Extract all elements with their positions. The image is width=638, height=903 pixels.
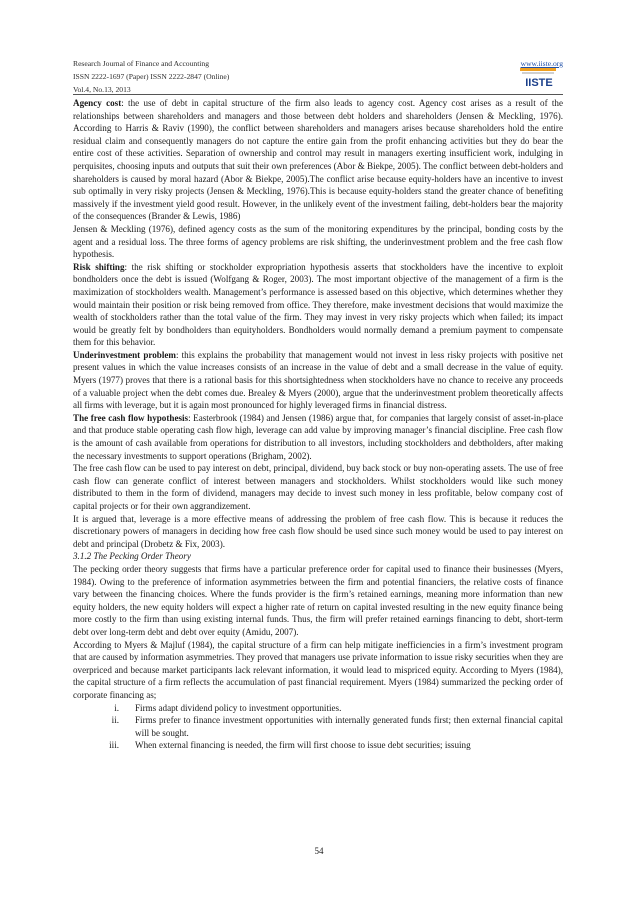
paragraph-agency-cost: [73, 97, 563, 223]
header-rule: [73, 94, 563, 95]
list-item-number: i.: [114, 702, 119, 713]
text-risk-shifting: : the risk shifting or stockholder expropriation hypothesis asserts that stockholders have the incentive to exploit bondholders once the debt is issued (Wolfgang & Roger, 2003). The most important objective of the management of a firm is the maximization of stockholders wealth. Management’s performance is assessed based on this objective, which determines whether they would maintain their position or risk being removed from office. They therefore, make investment decisions that would maximize the wealth of stockholders rather than the total value of the firm. They may invest in very risky projects which when failed; its impact would be greatly felt by bondholders than equityholders. Bondholders would normally demand a premium payment to compensate them for this behavior.: [73, 261, 564, 348]
list-item-text: When external financing is needed, the firm will first choose to issue debt securities; issuing: [135, 740, 471, 751]
paragraph-free-cash-flow-2: The free cash flow can be used to pay interest on debt, principal, dividend, buy back stock or buy non-operating assets. The use of free cash flow can generate conflict of interest between managers and stockholders. Whilst stockholders would like such money distributed to them in the form of dividend, managers may decide to invest such money in less profitable, below company cost of capital projects or for their own aggrandizement.: [73, 463, 563, 511]
page-number: 54: [314, 846, 324, 856]
paragraph-underinvestment: [73, 349, 563, 412]
list-item: [73, 702, 563, 715]
heading-underinvestment: Underinvestment problem: [73, 349, 176, 360]
journal-title: Research Journal of Finance and Accounting: [73, 59, 210, 68]
list-item: [73, 714, 563, 739]
list-item-text: Firms adapt dividend policy to investment opportunities.: [135, 702, 342, 713]
paragraph-pecking-order: The pecking order theory suggests that firms have a particular preference order for capital used to finance their businesses (Myers, 1984). Owing to the preference of information asymmetries between the firm and potential financiers, the relative costs of finance vary between the financing choices. Where the funds provider is the firm’s retained earnings, meaning more information than new equity holders, the new equity holders will expect a higher rate of return on capital invested resulting in the new equity finance being more costly to the firm than using existing internal funds. Thus, the firm will prefer retained earnings financing to debt, short-term debt over long-term debt and debt over equity (Amidu, 2007).: [73, 563, 563, 637]
page-header: [73, 57, 563, 96]
paragraph-free-cash-flow-3: It is argued that, leverage is a more effective means of addressing the problem of free cash flow. This is because it reduces the discretionary powers of managers in deciding how free cash flow should be used since such money would be used to pay interest on debt and principal (Drobetz & Fix, 2003).: [73, 513, 563, 549]
heading-risk-shifting: Risk shifting: [73, 261, 125, 272]
article-body: [73, 97, 563, 752]
journal-issn: ISSN 2222-1697 (Paper) ISSN 2222-2847 (Online): [73, 72, 230, 81]
text-agency-cost: : the use of debt in capital structure of the firm also leads to agency cost. Agency cost arises as a result of the relationships between shareholders and managers and those between debt holders and shareholders (Jensen & Meckling, 1976). According to Harris & Raviv (1990), the conflict between shareholders and managers arises because shareholders hold the entire residual claim and consequently managers do not capture the entire gain from the profit enhancing activities but they do bear the entire cost of these activities. Separation of ownership and control may result in managers exerting insufficient work, indulging in perquisites, choosing inputs and outputs that suit their own preferences (Abor & Biekpe, 2005). The conflict between debt-holders and shareholders is caused by moral hazard (Abor & Biekpe, 2005).The conflict arise because equity-holders have an incentive to invest sub optimally in very risky projects (Jensen & Meckling, 1976).This is because equity-holders stand the greater chance of benefiting massively if the investment yield good result. However, in the unlikely event of the investment failing, debt-holders bear the majority of the consequences (Brander & Lewis, 1986): [73, 98, 563, 222]
journal-url-link[interactable]: www.iiste.org: [520, 59, 563, 68]
paragraph-jensen: Jensen & Meckling (1976), defined agency costs as the sum of the monitoring expenditures by the principal, bonding costs by the agent and a residual loss. The three forms of agency problems are risk shifting, the underinvestment problem and the free cash flow hypothesis.: [73, 223, 563, 260]
paragraph-risk-shifting: [73, 261, 563, 349]
paragraph-myers-majluf: According to Myers & Majluf (1984), the capital structure of a firm can help mitigate inefficiencies in a firm’s investment program that are caused by information asymmetries. They proved that managers use private information to issue risky securities when they are overpriced and because market participants lack relevant information, it would lead to mispriced equity. According to Myers (1984), the capital structure of a firm reflects the accumulation of past financial requirement. Myers (1984) summarized the pecking order of corporate financing as;: [73, 639, 563, 700]
list-item-number: ii.: [111, 715, 119, 726]
text-free-cash-flow: : Easterbrook (1984) and Jensen (1986) argue that, for companies that largely consist of asset-in-place and that produce stable operating cash flow high, leverage can add value by improving manager’s financial discipline. Free cash flow is the amount of cash available from operations for distribution to all investors, including stockholders and debtholders, after making the necessary investments to support operations (Brigham, 2002).: [73, 412, 563, 461]
heading-agency-cost: Agency cost: [73, 98, 122, 108]
list-item-number: iii.: [109, 740, 119, 751]
paragraph-free-cash-flow: [73, 412, 563, 462]
list-item-text: Firms prefer to finance investment opportunities with internally generated funds first; then external financial capital will be sought.: [135, 715, 563, 738]
journal-volume: Vol.4, No.13, 2013: [73, 85, 131, 94]
list-item: [73, 739, 563, 752]
iiste-logo-icon: [518, 67, 560, 91]
heading-free-cash-flow: The free cash flow hypothesis: [73, 412, 189, 423]
text-underinvestment: : this explains the probability that management would not invest in less risky projects with positive net present values in which the value increases consists of an increase in the value of debt and a small decrease in the value of equity. Myers (1977) proves that there is a rational basis for this shortsightedness when stockholders have no chance to receive any proceeds of a valuable project when the debt comes due. Brealey & Myers (2000), argue that the underinvestment problem theoretically affects all firms with leverage, but it is again most pronounced for highly leveraged firms in financial distress.: [73, 349, 563, 411]
svg-text:IISTE: IISTE: [525, 77, 553, 89]
section-heading-pecking-order: 3.1.2 The Pecking Order Theory: [73, 551, 191, 562]
